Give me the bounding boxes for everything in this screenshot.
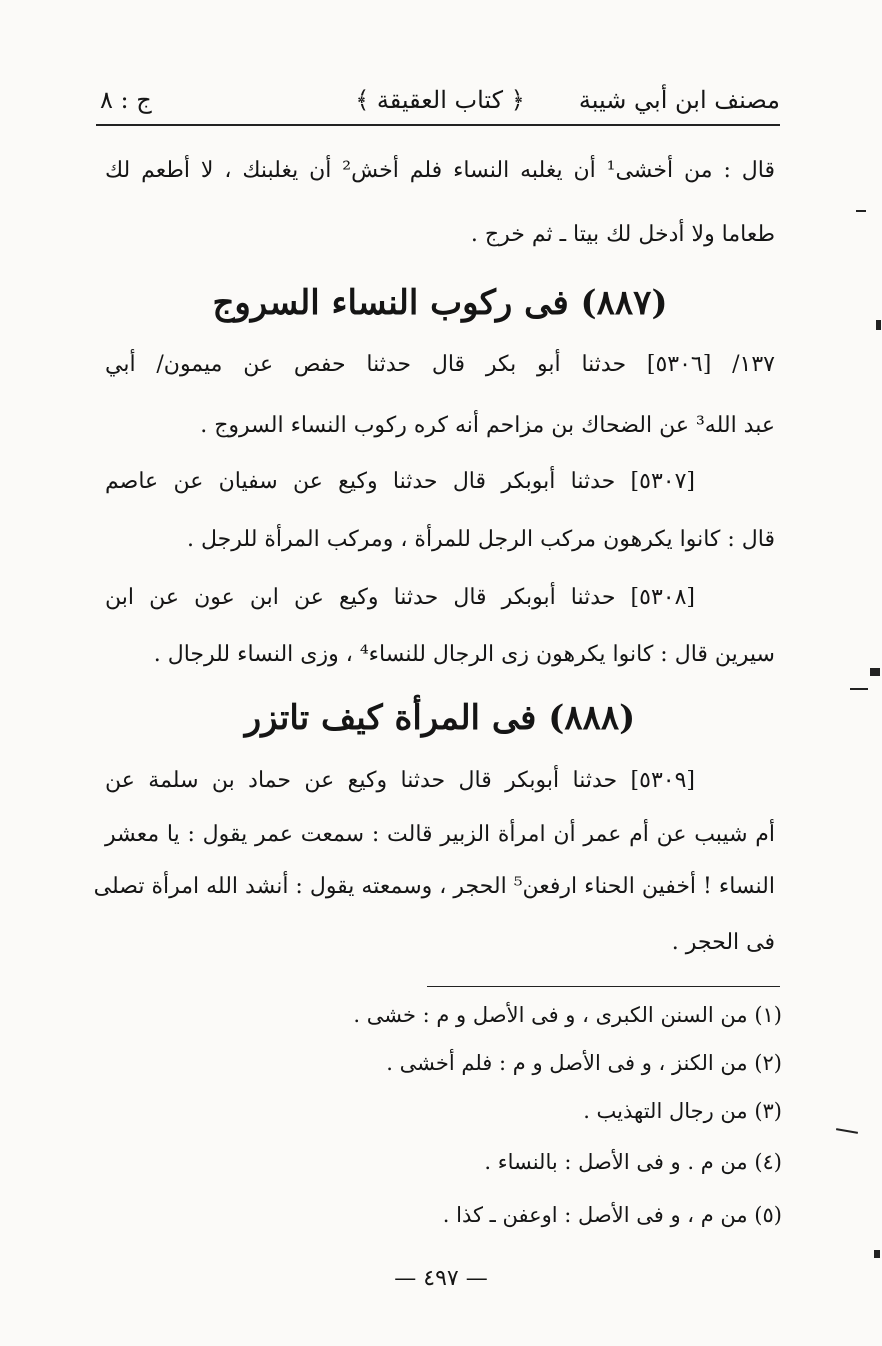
chapter-heading-887: (٨٨٧) فى ركوب النساء السروج <box>212 283 668 323</box>
hadith-line: ١٣٧/ [٥٣٠٦] حدثنا أبو بكر قال حدثنا حفص عن ميمون/ أبي <box>105 352 775 377</box>
footnote-divider <box>427 986 780 987</box>
scan-speck <box>874 1250 880 1258</box>
scan-speck <box>856 210 866 212</box>
running-header <box>100 78 780 128</box>
hadith-line: [٥٣٠٨] حدثنا أبوبكر قال حدثنا وكيع عن ابن عون عن ابن <box>105 585 695 610</box>
section-title: ﴿ كتاب العقيقة ﴾ <box>355 86 525 114</box>
scan-speck <box>870 668 880 676</box>
body-line: طعاما ولا أدخل لك بيتا ـ ثم خرج . <box>470 222 775 247</box>
hadith-line: النساء ! أخفين الحناء ارفعن⁵ الحجر ، وسمعته يقول : أنشد الله امرأة تصلى <box>93 874 775 899</box>
scan-speck <box>836 1128 858 1134</box>
hadith-line: أم شيبب عن أم عمر أن امرأة الزبير قالت : سمعت عمر يقول : يا معشر <box>105 822 775 847</box>
hadith-line: قال : كانوا يكرهون مركب الرجل للمرأة ، ومركب المرأة للرجل . <box>187 527 775 552</box>
footnote: (٤) من م . و فى الأصل : بالنساء . <box>484 1150 782 1174</box>
footnote: (١) من السنن الكبرى ، و فى الأصل و م : خشى . <box>353 1003 782 1027</box>
scan-speck <box>876 320 881 330</box>
footnote: (٢) من الكنز ، و فى الأصل و م : فلم أخشى . <box>386 1051 782 1075</box>
hadith-line: عبد الله³ عن الضحاك بن مزاحم أنه كره ركوب النساء السروج . <box>200 413 775 438</box>
chapter-heading-888: (٨٨٨) فى المرأة كيف تاتزر <box>244 698 636 738</box>
page-number: — ٤٩٧ — <box>394 1266 488 1291</box>
scan-speck <box>850 688 868 690</box>
hadith-line: [٥٣٠٩] حدثنا أبوبكر قال حدثنا وكيع عن حماد بن سلمة عن <box>105 768 695 793</box>
header-divider <box>96 124 780 126</box>
volume-label: ج : ٨ <box>100 86 152 114</box>
hadith-line: [٥٣٠٧] حدثنا أبوبكر قال حدثنا وكيع عن سفيان عن عاصم <box>105 469 695 494</box>
footnote: (٣) من رجال التهذيب . <box>583 1099 782 1123</box>
hadith-line: سيرين قال : كانوا يكرهون زى الرجال للنساء⁴ ، وزى النساء للرجال . <box>153 642 775 667</box>
hadith-line: فى الحجر . <box>671 930 775 955</box>
body-line: قال : من أخشى¹ أن يغلبه النساء فلم أخش² أن يغلبنك ، لا أطعم لك <box>105 158 775 183</box>
footnote: (٥) من م ، و فى الأصل : اوعفن ـ كذا . <box>442 1203 782 1227</box>
book-title: مصنف ابن أبي شيبة <box>578 86 780 114</box>
